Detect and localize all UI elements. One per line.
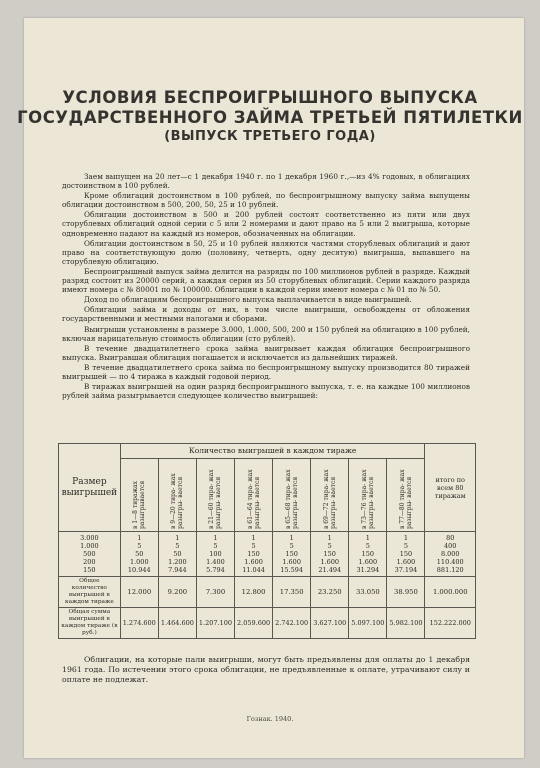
row-label: Общая сумма выигрышей в каждом тираже (в руб.) [59,608,121,639]
paragraph: Облигации достоинством в 500 и 200 рублей состоят соответственно из пяти или двух сторублевых облигаций одной серии с 5 или 2 номерами и дают право на 5 или 2 выигрыша, которые одновременно падают на каждый из номеров, обозначенных на облигации. [62,210,470,238]
prize-count-cell: 1 5 150 1.600 15.594 [273,532,311,577]
prize-count-cell: 1 5 150 1.600 11.044 [235,532,273,577]
count-cell: 33.050 [349,577,387,608]
count-cell: 12.000 [120,577,158,608]
prize-count-cell: 1 5 50 1.000 10.944 [120,532,158,577]
count-cell: 12.800 [235,577,273,608]
paragraph: Заем выпущен на 20 лет—с 1 декабря 1940 г. по 1 декабря 1960 г.,—из 4% годовых, в облигациях достоинством в 100 рублей. [62,172,470,191]
draw-count-header: Количество выигрышей в каждом тираже [120,444,425,459]
draw-range-label: в 73—76 тира- жах разыгры- вается [360,469,375,529]
paragraph: В течение двадцатилетнего срока займа по беспроигрышному выпуску производится 80 тиражей выигрышей — по 4 тиража в каждый годовой период. [62,362,470,381]
paragraph: Выигрыши установлены в размере 3.000, 1.000, 500, 200 и 150 рублей на облигацию в 100 рублей, включая нарицательную стоимость облигации (сто рублей). [62,324,470,343]
document-title [0,88,540,146]
prize-count-row [59,577,476,608]
draw-range-header [387,459,425,532]
sum-cell: 2.059.600 [235,608,273,639]
prize-table [58,443,476,639]
prize-count-cell: 1 5 150 1.600 21.494 [311,532,349,577]
title-line-1: УСЛОВИЯ БЕСПРОИГРЫШНОГО ВЫПУСКА [62,88,478,107]
sum-cell: 3.627.100 [311,608,349,639]
sum-cell: 1.274.600 [120,608,158,639]
paragraph: В течение двадцатилетнего срока займа выигрывает каждая облигация беспроигрышного выпуска. Выигравшая облигация погашается и исключается из дальнейших тиражей. [62,343,470,362]
terms-text [62,172,470,401]
count-cell: 38.950 [387,577,425,608]
draw-range-header [349,459,387,532]
title-line-3: (ВЫПУСК ТРЕТЬЕГО ГОДА) [164,129,376,144]
draw-range-header [235,459,273,532]
prize-sizes-cell: 3.000 1.000 500 200 150 [59,532,121,577]
draw-range-label: в 65—68 тира- жах разыгры- вается [284,469,299,529]
paragraph: Облигации займа и доходы от них, в том числе выигрыши, освобождены от обложения государственными и местными налогами и сборами. [62,305,470,324]
paragraph: Кроме облигаций достоинством в 100 рублей, по беспроигрышному выпуску займа выпущены облигации достоинством в 500, 200, 50, 25 и 10 рублей. [62,191,470,210]
paragraph: Облигации, на которые пали выигрыши, могут быть предъявлены для оплаты до 1 декабря 1961 года. По истечении этого срока облигации, не предъявленные к оплате, утрачивают силу и оплате не подлежат. [62,655,470,684]
count-cell: 7.300 [196,577,234,608]
count-cell: 23.250 [311,577,349,608]
count-cell: 9.200 [158,577,196,608]
prize-count-cell: 1 5 50 1.200 7.944 [158,532,196,577]
draw-range-label: в 21—60 тира- жах разыгры- вается [208,469,223,529]
draw-range-header [158,459,196,532]
draw-range-label: в 9—20 тира- жах разыгры- вается [170,473,185,529]
sum-cell: 5.982.100 [387,608,425,639]
sum-cell: 5.097.100 [349,608,387,639]
draw-range-header [120,459,158,532]
row-label: Общее количество выигрышей в каждом тираже [59,577,121,608]
prize-sum-row [59,608,476,639]
prize-total-cell: 80 400 8.000 110.400 881.120 [425,532,476,577]
draw-range-label: в 61—64 тира- жах разыгры- вается [246,469,261,529]
sum-cell: 1.207.100 [196,608,234,639]
paragraph: Облигации достоинством в 50, 25 и 10 рублей являются частями сторублевых облигаций и дают право на соответствующую долю (половину, четверть, одну десятую) выигрыша, выпавшего на сторублевую облигацию. [62,238,470,266]
prize-count-cell: 1 5 150 1.600 37.194 [387,532,425,577]
count-cell: 17.350 [273,577,311,608]
draw-range-header [311,459,349,532]
draw-range-header [273,459,311,532]
paragraph: Беспроигрышный выпуск займа делится на разряды по 100 миллионов рублей в разряде. Каждый разряд состоит из 20000 серий, а каждая серия из 50 сторублевых облигаций. Серии каждого разряда имеют номера с № 80001 по № 100000. Облигации в каждой серии имеют номера с № 01 по № 50. [62,266,470,295]
paragraph: В тиражах выигрышей на один разряд беспроигрышного выпуска, т. е. на каждые 100 миллионов рублей займа разыгрывается следующее количество выигрышей: [62,382,470,401]
draw-range-label: в 77—80 тира- жах разыгры- вается [398,469,413,529]
count-total-cell: 1.000.000 [425,577,476,608]
draw-range-label: в 1—8 тиражах разыгрывается [132,480,147,529]
draw-range-header [196,459,234,532]
sum-cell: 1.464.600 [158,608,196,639]
prize-count-cell: 1 5 150 1.600 31.294 [349,532,387,577]
footer-text [62,655,470,685]
total-header: итого по всем 80 тиражам [425,444,476,532]
printer-imprint: Гознак. 1940. [246,715,294,723]
prize-amounts-row [59,532,476,577]
draw-range-label: в 69—72 тира- жах разыгры- вается [322,469,337,529]
prize-size-header: Размер выигрышей [59,444,121,532]
sum-cell: 2.742.100 [273,608,311,639]
paragraph: Доход по облигациям беспроигрышного выпуска выплачивается в виде выигрышей. [84,295,412,305]
sum-total-cell: 152.222.000 [425,608,476,639]
prize-count-cell: 1 5 100 1.400 5.794 [196,532,234,577]
title-line-2: ГОСУДАРСТВЕННОГО ЗАЙМА ТРЕТЬЕЙ ПЯТИЛЕТКИ [17,108,523,127]
